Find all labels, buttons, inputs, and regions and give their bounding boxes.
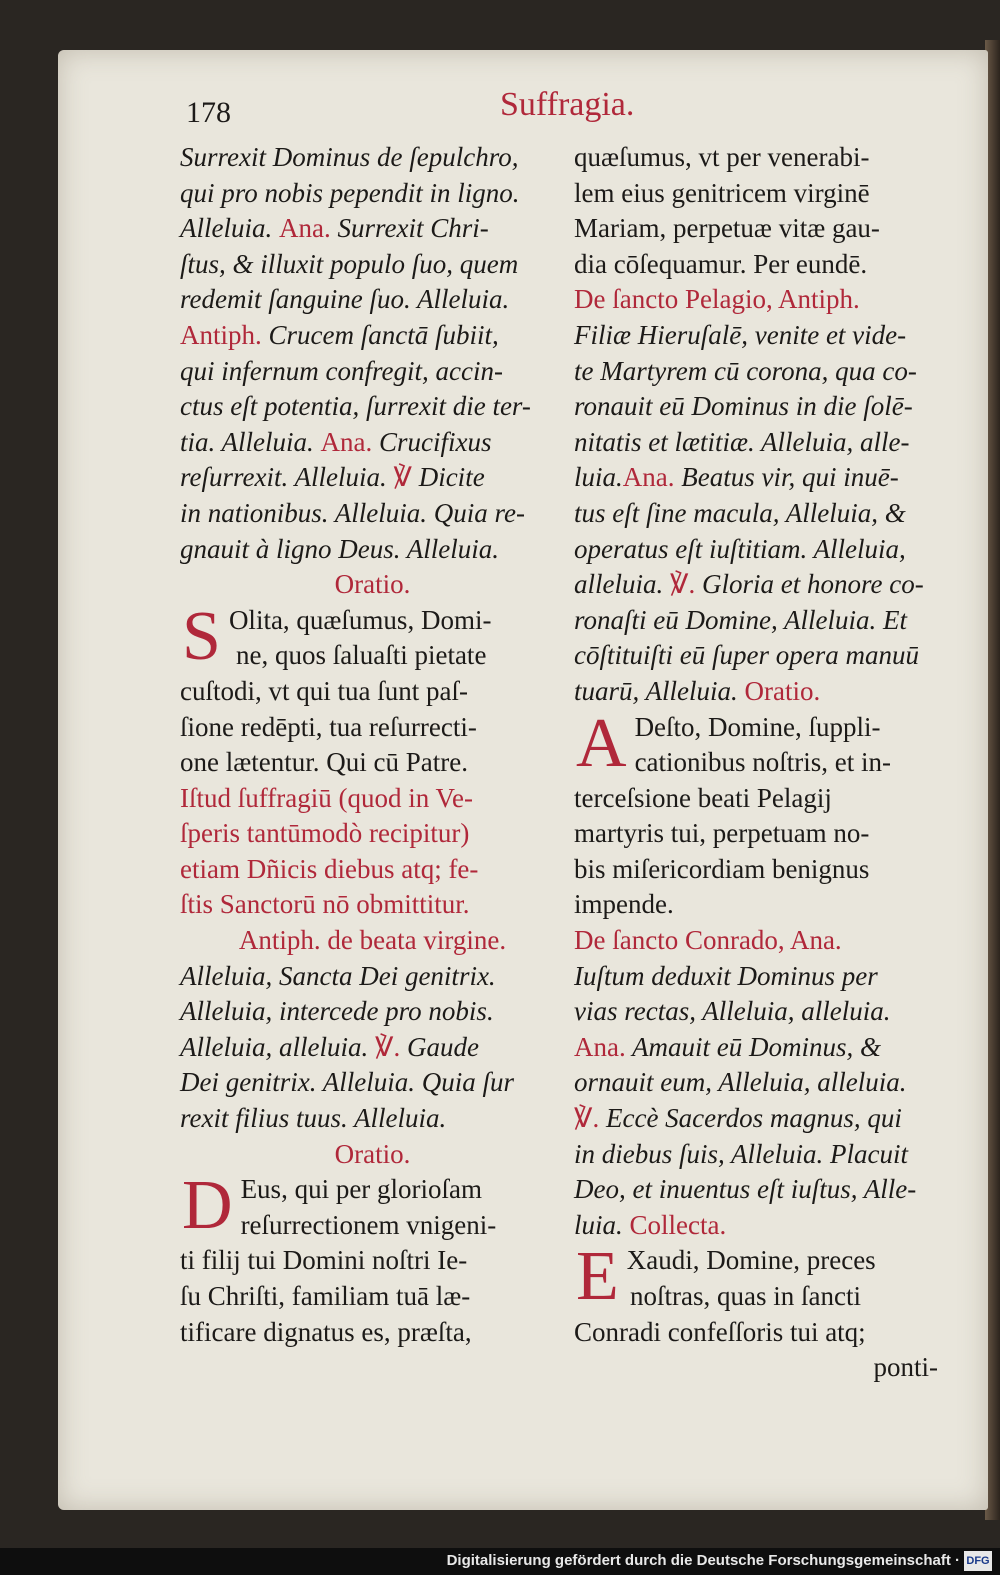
text-line: Alleluia, Sancta Dei genitrix.	[180, 960, 496, 991]
text-line: vias rectas, Alleluia, alleluia.	[574, 996, 891, 1027]
text-line: Antiph. Crucem ſanctā ſubiit,	[180, 319, 499, 350]
footer-bar	[0, 1548, 1000, 1575]
text-line: luia. Collecta.	[574, 1209, 727, 1240]
drop-initial: S	[182, 602, 221, 674]
rubric-line: Iſtud ſuffragiū (quod in Ve-	[180, 782, 473, 813]
versicle-icon: ℣.	[374, 1031, 401, 1062]
right-column	[574, 140, 964, 1386]
rubric-line: etiam Dñicis diebus atq; fe-	[180, 853, 479, 884]
text-line: cuſtodi, vt qui tua ſunt paſ-	[180, 675, 468, 706]
text-line: Conradi confeſſoris tui atq;	[574, 1316, 866, 1347]
drop-initial: E	[576, 1243, 619, 1315]
antiphon-heading: Antiph. de beata virgine.	[238, 925, 507, 956]
text-line: tus eſt ſine macula, Alleluia, &	[574, 497, 906, 528]
page-number: 178	[186, 96, 231, 129]
text-line: in diebus ſuis, Alleluia. Placuit	[574, 1138, 908, 1169]
text-line: Deſto, Domine, ſuppli-	[634, 711, 881, 742]
antiphon-marker: Ana.	[320, 426, 373, 457]
text-line: Mariam, perpetuæ vitæ gau-	[574, 213, 880, 244]
section-heading: De ſancto Conrado, Ana.	[574, 925, 842, 956]
text-line: cōſtituiſti eū ſuper opera manuū	[574, 640, 919, 671]
text-line: Filiæ Hieruſalē, venite et vide-	[574, 319, 907, 350]
text-line: martyris tui, perpetuam no-	[574, 818, 870, 849]
text-line: tia. Alleluia. Ana. Crucifixus	[180, 426, 492, 457]
text-line: rexit filius tuus. Alleluia.	[180, 1103, 447, 1134]
text-line: Deo, et inuentus eſt iuſtus, Alle-	[574, 1174, 917, 1205]
text-line: ne, quos ſaluaſti pietate	[236, 640, 487, 671]
drop-initial: D	[182, 1172, 233, 1244]
text-line: in nationibus. Alleluia. Quia re-	[180, 497, 525, 528]
oratio-heading: Oratio.	[744, 675, 821, 706]
text-line: terceſsione beati Pelagij	[574, 782, 832, 813]
antiphon-marker: Ana.	[278, 213, 331, 244]
text-line: ſtus, & illuxit populo ſuo, quem	[180, 248, 519, 279]
text-line: tuarū, Alleluia. Oratio.	[574, 675, 821, 706]
text-line: ctus eſt potentia, ſurrexit die ter-	[180, 391, 531, 422]
text-line: ronaſti eū Domine, Alleluia. Et	[574, 604, 907, 635]
funding-notice: Digitalisierung gefördert durch die Deutsche Forschungsgemeinschaft ·	[446, 1552, 960, 1569]
oratio-heading: Oratio.	[334, 1138, 411, 1169]
text-line: tificare dignatus es, præſta,	[180, 1316, 472, 1347]
running-title: Suffragia.	[500, 86, 635, 123]
oratio-block	[180, 1172, 565, 1243]
left-column	[180, 140, 565, 1350]
text-line: ſu Chriſti, familiam tuā læ-	[180, 1281, 471, 1311]
text-line: impende.	[574, 889, 674, 920]
text-line: one lætentur. Qui cū Patre.	[180, 747, 468, 778]
section-heading: De ſancto Pelagio, Antiph.	[574, 284, 860, 315]
text-line: ſione redēpti, tua reſurrecti-	[180, 711, 477, 742]
text-line: nitatis et lætitiæ. Alleluia, alle-	[574, 426, 910, 457]
text-line: qui pro nobis pependit in ligno.	[180, 177, 520, 208]
text-line: redemit ſanguine ſuo. Alleluia.	[180, 284, 510, 315]
collecta-heading: Collecta.	[629, 1209, 727, 1240]
text-line: Eus, qui per glorioſam	[240, 1174, 483, 1205]
text-line: alleluia. ℣. Gloria et honore co-	[574, 569, 924, 600]
text-line: bis miſericordiam benignus	[574, 853, 870, 884]
text-line: ornauit eum, Alleluia, alleluia.	[574, 1067, 907, 1098]
collecta-block	[574, 1243, 964, 1314]
text-line: luia.Ana. Beatus vir, qui inuē-	[574, 462, 899, 493]
text-line: ronauit eū Dominus in die ſolē-	[574, 391, 913, 422]
dfg-logo[interactable]: DFG	[964, 1551, 992, 1571]
text-line: dia cōſequamur. Per eundē.	[574, 248, 868, 279]
text-line: reſurrexit. Alleluia. ℣ Dicite	[180, 462, 485, 493]
drop-initial: A	[576, 709, 627, 781]
text-line: Dei genitrix. Alleluia. Quia ſur	[180, 1067, 514, 1098]
text-line: Iuſtum deduxit Dominus per	[574, 960, 878, 991]
catchword: ponti-	[873, 1352, 938, 1383]
versicle-icon: ℣.	[574, 1103, 600, 1134]
text-line: quæſumus, vt per venerabi-	[574, 142, 870, 172]
antiphon-marker: Ana.	[574, 1031, 626, 1062]
text-line: operatus eſt iuſtitiam. Alleluia,	[574, 533, 906, 564]
versicle-icon: ℣	[393, 462, 412, 493]
text-line: Alleluia. Ana. Surrexit Chri-	[180, 213, 489, 244]
text-line: Olita, quæſumus, Domi-	[228, 604, 492, 635]
text-line: Ana. Amauit eū Dominus, &	[574, 1031, 881, 1062]
text-line: Alleluia, intercede pro nobis.	[180, 996, 494, 1027]
oratio-block	[574, 710, 964, 781]
text-line: ℣. Eccè Sacerdos magnus, qui	[574, 1103, 902, 1134]
antiphon-marker: Antiph.	[180, 319, 262, 350]
text-line: noſtras, quas in ſancti	[630, 1281, 861, 1311]
text-line: Alleluia, alleluia. ℣. Gaude	[180, 1031, 479, 1062]
text-line: Xaudi, Domine, preces	[626, 1245, 876, 1276]
text-line: gnauit à ligno Deus. Alleluia.	[180, 533, 499, 564]
oratio-heading: Oratio.	[334, 569, 411, 600]
text-line: Surrexit Dominus de ſepulchro,	[180, 142, 519, 172]
oratio-block	[180, 603, 565, 674]
text-line: lem eius genitricem virginē	[574, 177, 870, 208]
text-line: ti filij tui Domini noſtri Ie-	[180, 1245, 468, 1276]
text-line: te Martyrem cū corona, qua co-	[574, 355, 917, 386]
antiphon-marker: Ana.	[622, 462, 675, 493]
versicle-icon: ℣.	[670, 569, 696, 600]
text-line: reſurrectionem vnigeni-	[240, 1209, 497, 1240]
rubric-line: ſperis tantūmodò recipitur)	[180, 818, 470, 849]
rubric-line: ſtis Sanctorū nō obmittitur.	[180, 889, 470, 920]
text-line: qui infernum confregit, accin-	[180, 355, 503, 386]
text-line: cationibus noſtris, et in-	[634, 747, 892, 778]
